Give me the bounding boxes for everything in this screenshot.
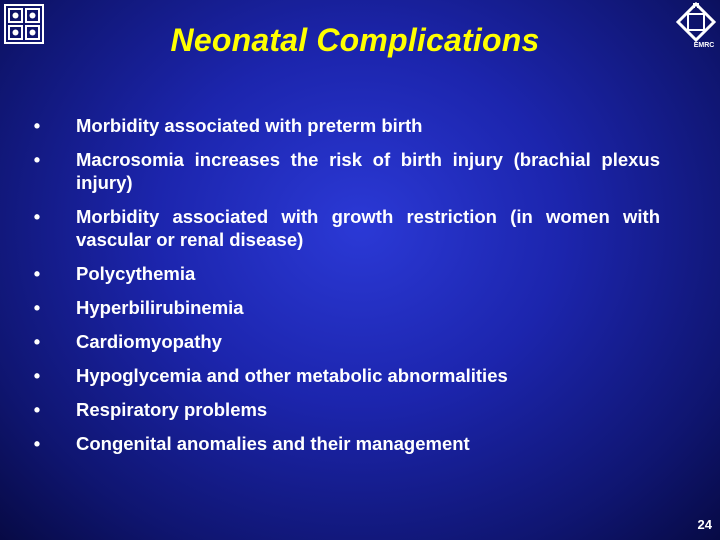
bullet-item [30,148,660,194]
bullet-item [30,364,660,387]
bullet-dot: • [33,331,41,352]
bullet-dot: • [33,149,41,170]
bullet-text: Morbidity associated with growth restriction (in women with vascular or renal disease) [76,206,660,250]
bullet-text: Morbidity associated with preterm birth [76,115,423,136]
bullet-text: Congenital anomalies and their management [76,433,470,454]
bullet-list [30,114,660,466]
bullet-dot: • [33,297,41,318]
bullet-item [30,398,660,421]
bullet-text: Polycythemia [76,263,196,284]
bullet-text: Respiratory problems [76,399,268,420]
bullet-dot: • [33,433,41,454]
bullet-item [30,296,660,319]
bullet-item [30,330,660,353]
bullet-dot: • [33,115,41,136]
bullet-dot: • [33,206,41,227]
bullet-text: Hypoglycemia and other metabolic abnormalities [76,365,508,386]
bullet-text: Hyperbilirubinemia [76,297,244,318]
bullet-dot: • [33,365,41,386]
emrc-logo-text: EMRC [693,42,715,48]
bullet-item [30,432,660,455]
bullet-item [30,262,660,285]
bullet-text: Macrosomia increases the risk of birth injury (brachial plexus injury) [76,149,660,193]
slide-title: Neonatal Complications [170,22,540,58]
bullet-item [30,114,660,137]
bullet-text: Cardiomyopathy [76,331,222,352]
bullet-dot: • [33,399,41,420]
bullet-item [30,205,660,251]
page-number: 24 [697,517,712,532]
bullet-dot: • [33,263,41,284]
